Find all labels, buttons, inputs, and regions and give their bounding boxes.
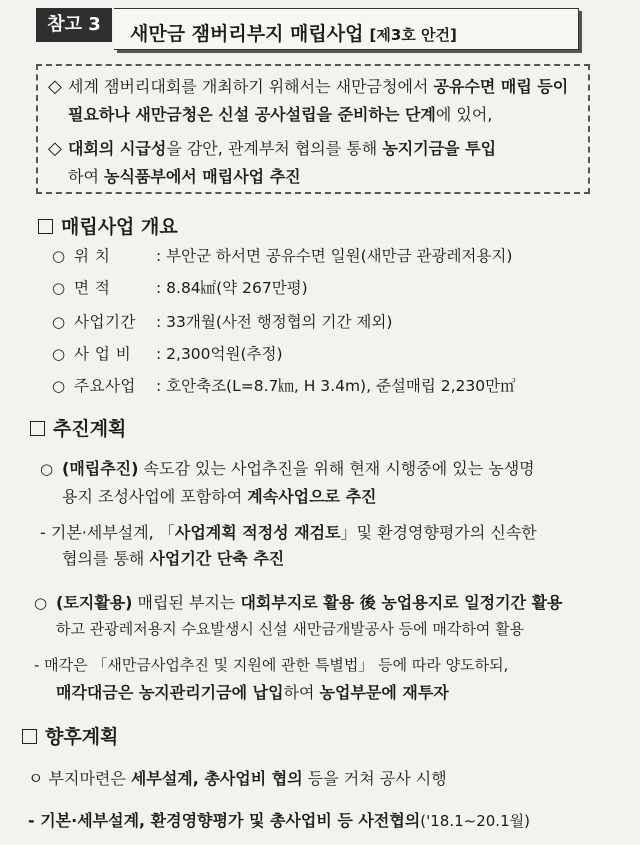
plan-text: - 매각은 「새만금사업추진 및 지원에 관한 특별법」 등에 따라 양도하되, bbox=[34, 656, 509, 674]
summary-line-1 bbox=[48, 74, 568, 97]
plan-emphasis: 계속사업으로 추진 bbox=[247, 487, 377, 506]
summary-line-4 bbox=[68, 164, 301, 187]
diamond-icon: ◇ bbox=[48, 76, 62, 97]
section-heading-text: 매립사업 개요 bbox=[61, 216, 178, 238]
plan-text: 하고 관광레저용지 수요발생시 신설 새만금개발공사 등에 매각하여 활용 bbox=[56, 620, 525, 638]
item-label: 주요사업 bbox=[74, 377, 136, 395]
circle-bullet-icon: ○ bbox=[40, 460, 54, 478]
future-emphasis: 세부설계, 총사업비 협의 bbox=[130, 769, 303, 788]
plan-text: 협의를 통해 bbox=[62, 549, 150, 568]
future-emphasis: - 기본·세부설계, 환경영향평가 및 총사업비 등 사전협의 bbox=[28, 811, 421, 830]
summary-emphasis: 농지기금을 투입 bbox=[382, 139, 497, 158]
summary-emphasis: 대회의 시급성 bbox=[68, 139, 167, 158]
plan-text: 매립된 부지는 bbox=[132, 593, 241, 612]
future-text: ㅇ 부지마련은 bbox=[28, 769, 131, 788]
plan-landuse-line-1 bbox=[34, 590, 563, 613]
summary-text: 을 감안, 관계부처 협의를 통해 bbox=[166, 139, 383, 158]
future-line-2 bbox=[28, 808, 530, 831]
plan-emphasis: (매립추진) bbox=[62, 459, 139, 478]
diamond-icon: ◇ bbox=[48, 138, 62, 159]
summary-text: 하여 bbox=[68, 167, 104, 186]
item-value: : 8.84㎢(약 267만평) bbox=[156, 279, 308, 297]
overview-item-period bbox=[52, 310, 392, 332]
section-heading-text: 향후계획 bbox=[45, 726, 119, 748]
summary-text: 세계 잼버리대회를 개최하기 위해서는 새만금청에서 bbox=[68, 77, 434, 96]
item-label: 위 치 bbox=[74, 247, 111, 265]
plan-sale-line-1 bbox=[34, 654, 508, 675]
checkbox-square-icon bbox=[22, 729, 37, 744]
plan-emphasis: 농업부문에 재투자 bbox=[319, 683, 449, 702]
plan-text: 」및 환경영향평가의 신속한 bbox=[340, 523, 537, 542]
section-heading-overview bbox=[38, 212, 178, 239]
title-text: 새만금 잼버리부지 매립사업 bbox=[130, 23, 364, 45]
reference-tag: 참고 3 bbox=[36, 8, 112, 42]
item-label: 사 업 비 bbox=[74, 345, 132, 363]
summary-line-2 bbox=[68, 102, 492, 125]
summary-emphasis: 농식품부에서 매립사업 추진 bbox=[104, 167, 301, 186]
plan-text: 하여 bbox=[283, 683, 320, 702]
circle-bullet-icon: ○ bbox=[52, 377, 66, 395]
circle-bullet-icon: ○ bbox=[52, 345, 66, 363]
plan-text: - 기본·세부설계, 「 bbox=[40, 523, 175, 542]
plan-text: 속도감 있는 사업추진을 위해 현재 시행중에 있는 농생명 bbox=[138, 459, 535, 478]
overview-item-location bbox=[52, 244, 512, 266]
plan-emphasis: 매각대금은 농지관리기금에 납입 bbox=[56, 683, 284, 702]
section-heading-text: 추진계획 bbox=[53, 418, 127, 440]
item-value: : 33개월(사전 행정협의 기간 제외) bbox=[156, 313, 393, 331]
summary-emphasis: 공유수면 매립 등이 bbox=[433, 77, 569, 96]
document-header bbox=[36, 8, 584, 50]
circle-bullet-icon: ○ bbox=[52, 313, 66, 331]
item-label: 사업기간 bbox=[74, 313, 136, 331]
plan-design-line-1 bbox=[40, 520, 537, 543]
plan-emphasis: 사업기간 단축 추진 bbox=[149, 549, 285, 568]
checkbox-square-icon bbox=[30, 421, 45, 436]
agenda-number: [제3호 안건] bbox=[369, 26, 457, 44]
summary-line-3 bbox=[48, 136, 496, 159]
future-text: 등을 거쳐 공사 시행 bbox=[302, 769, 447, 788]
section-heading-plan bbox=[30, 414, 126, 441]
overview-item-area bbox=[52, 276, 308, 298]
plan-text: 용지 조성사업에 포함하여 bbox=[62, 487, 248, 506]
future-line-1 bbox=[28, 766, 447, 789]
circle-bullet-icon: ○ bbox=[52, 247, 66, 265]
plan-landfill-line-2 bbox=[62, 484, 377, 507]
item-value: : 2,300억원(추정) bbox=[156, 345, 283, 363]
plan-sale-line-2 bbox=[56, 680, 449, 703]
item-value: : 호안축조(L=8.7㎞, H 3.4m), 준설매립 2,230만㎥ bbox=[156, 377, 516, 395]
checkbox-square-icon bbox=[38, 219, 53, 234]
plan-landuse-line-2 bbox=[56, 618, 524, 639]
overview-item-main-works bbox=[52, 374, 516, 396]
summary-emphasis: 필요하나 새만금청은 신설 공사설립을 준비하는 단계 bbox=[68, 105, 436, 124]
section-heading-future bbox=[22, 722, 118, 749]
plan-emphasis: (토지활용) bbox=[56, 593, 133, 612]
summary-box bbox=[36, 64, 590, 194]
plan-emphasis: 사업계획 적정성 재검토 bbox=[174, 523, 341, 542]
item-value: : 부안군 하서면 공유수면 일원(새만금 관광레저용지) bbox=[156, 247, 513, 265]
future-text: ('18.1∼20.1월) bbox=[420, 812, 530, 830]
plan-landfill-line-1 bbox=[40, 456, 535, 479]
item-label: 면 적 bbox=[74, 279, 111, 297]
circle-bullet-icon: ○ bbox=[52, 279, 66, 297]
title-box bbox=[114, 8, 579, 50]
plan-emphasis: 대회부지로 활용 後 농업용지로 일정기간 활용 bbox=[240, 593, 563, 612]
page-title bbox=[130, 19, 457, 46]
plan-design-line-2 bbox=[62, 546, 284, 569]
circle-bullet-icon: ○ bbox=[34, 594, 48, 612]
summary-text: 에 있어, bbox=[435, 105, 493, 124]
overview-item-cost bbox=[52, 342, 283, 364]
